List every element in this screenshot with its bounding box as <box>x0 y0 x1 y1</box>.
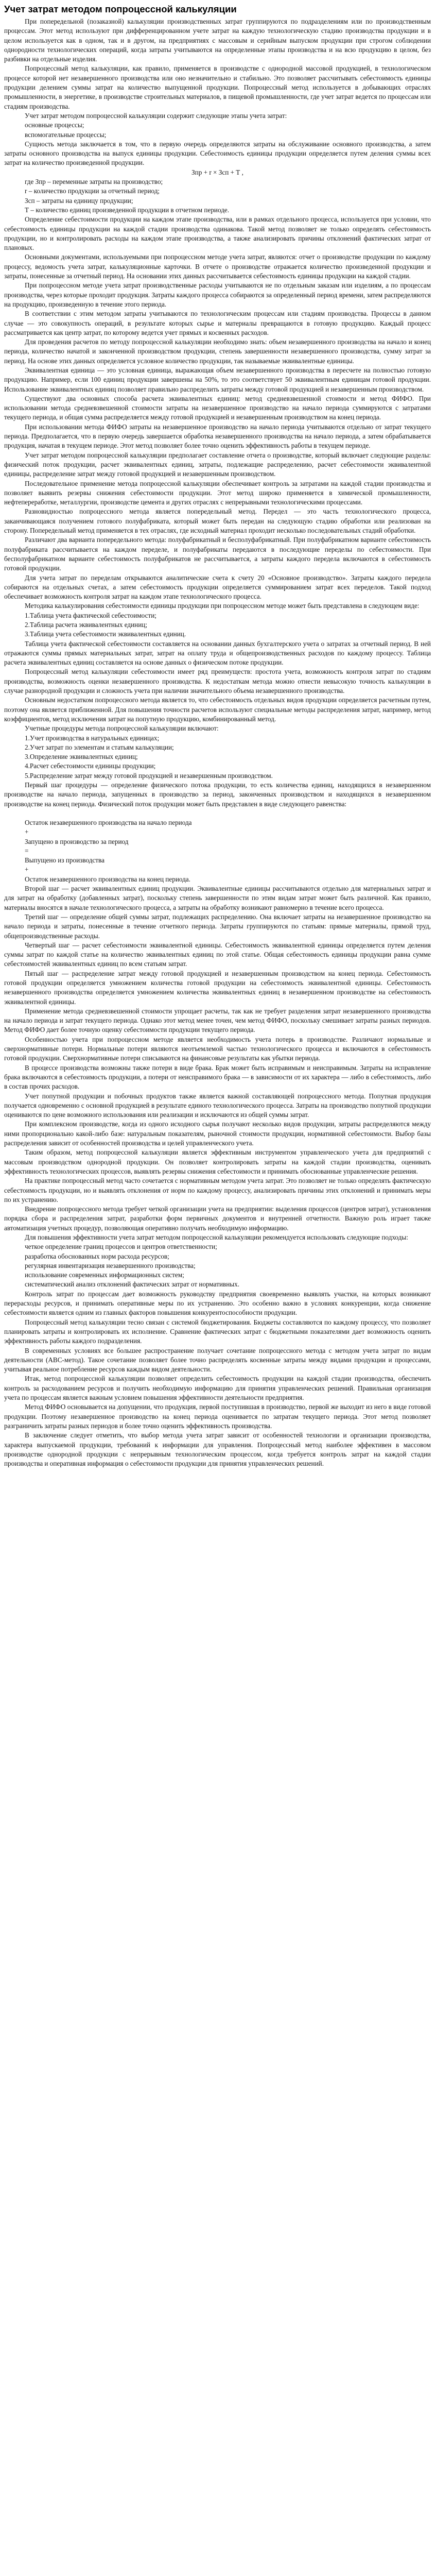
list-item: 3.Определение эквивалентных единиц; <box>25 753 138 761</box>
paragraph: Особенностью учета при попроцессном методе является необходимость учета потерь в производстве. Различают нормальные и сверхнормативные потери. Нормальные потери являются неотъемлемой частью технологического процесса и включаются в себестоимость готовой продукции. Сверхнормативные потери списываются на финансовые результаты как убытки периода. <box>4 1035 431 1062</box>
paragraph: Первый шаг процедуры — определение физического потока продукции, то есть количества единиц, находящихся в незавершенном производстве на начало периода, запущенных в производство за период, законченных производством и находящихся в незавершенном производстве на конец периода. Физический поток продукции может быть представлен в виде следующего равенства: <box>4 781 431 808</box>
paragraph: При попроцессном методе учета затрат производственные расходы учитываются не по отдельным заказам или изделиям, а по процессам производства, через которые проходит продукция. Затраты каждого процесса собираются за определенный период времени, затем распределяются на продукцию, произведенную в течение этого периода. <box>4 281 431 308</box>
paragraph: Третий шаг — определение общей суммы затрат, подлежащих распределению. Она включает затраты на незавершенное производство на начало периода и затраты, понесенные в течение отчетного периода. Затраты группируются по статьям: прямые материалы, прямой труд, общепроизводственные расходы. <box>4 912 431 940</box>
paragraph: Таблица учета фактической себестоимости составляется на основании данных бухгалтерского учета о затратах за отчетный период. В ней отражаются суммы прямых материальных затрат, затрат на оплату труда и общепроизводственных расходов по каждому процессу. Таблица расчета эквивалентных единиц составляется на основе данных о физическом потоке продукции. <box>4 639 431 667</box>
paragraph: Разновидностью попроцессного метода является попередельный метод. Передел — это часть технологического процесса, заканчивающаяся получением готового полуфабриката, который может быть передан на следующую стадию обработки или реализован на сторону. Попередельный метод применяется в тех отраслях, где исходный материал проходит несколько последовательных стадий обработки. <box>4 507 431 535</box>
paragraph: Таким образом, метод попроцессной калькуляции является эффективным инструментом управленческого учета для предприятий с массовым производством однородной продукции. Он позволяет контролировать затраты на каждой стадии производства, оценивать эффективность технологических процессов, выявлять резервы снижения себестоимости и принимать обоснованные управленческие решения. <box>4 1148 431 1175</box>
paragraph: Различают два варианта попередельного метода: полуфабрикатный и бесполуфабрикатный. При полуфабрикатном варианте себестоимость полуфабриката рассчитывается на каждом переделе, и полуфабрикаты передаются в последующие переделы по себестоимости. При бесполуфабрикатном варианте себестоимость полуфабрикатов не рассчитывается, а затраты каждого передела включаются в себестоимость готовой продукции. <box>4 536 431 572</box>
list-item: Выпущено из производства <box>25 856 104 865</box>
paragraph: На практике попроцессный метод часто сочетается с нормативным методом учета затрат. Это позволяет не только определять фактическую себестоимость продукции, но и выявлять отклонения от норм по каждому процессу, анализировать причины этих отклонений и принимать меры по их устранению. <box>4 1177 431 1204</box>
paragraph: Для проведения расчетов по методу попроцессной калькуляции необходимо знать: объем незавершенного производства на начало и конец периода, количество начатой и законченной производством продукции, степень завершенности незавершенного производства, сумму затрат за период. На основе этих данных определяется условное количество продукции, так называемые эквивалентные единицы. <box>4 338 431 365</box>
paragraph: При попередельной (позаказной) калькуляции производственных затрат группируются по подразделениям или по производственным процессам. Этот метод используют при дифференцированном учете затрат на каждую технологическую стадию производства продукции и в целом используется как в одном, так и в другом, на предприятиях с массовым и серийным выпуском продукции при строгом соблюдении однородности технологических операций, когда затраты учитываются на определенные этапы производства и на всю продукцию в целом, без разбивки на отдельные изделия. <box>4 18 431 63</box>
list-item: r – количество продукции за отчетный период; <box>25 187 160 195</box>
list-item: систематический анализ отклонений фактических затрат от нормативных. <box>25 1280 240 1289</box>
paragraph <box>4 809 431 818</box>
list-item: основные процессы; <box>25 121 84 129</box>
paragraph: Применение метода средневзвешенной стоимости упрощает расчеты, так как не требует разделения затрат незавершенного производства на начало периода и затрат текущего периода. Однако этот метод менее точен, чем метод ФИФО, поскольку смешивает затраты разных периодов. Метод ФИФО дает более точную оценку себестоимости продукции текущего периода. <box>4 1007 431 1034</box>
paragraph: Внедрение попроцессного метода требует четкой организации учета на предприятии: выделения процессов (центров затрат), установления порядка сбора и распределения затрат, разработки форм первичных документов и внутренней отчетности. Важную роль играет также автоматизация учетных процедур, позволяющая оперативно получать необходимую информацию. <box>4 1205 431 1232</box>
list-item: четкое определение границ процессов и центров ответственности; <box>25 1243 217 1251</box>
paragraph: Пятый шаг — распределение затрат между готовой продукцией и незавершенным производством на конец периода. Себестоимость готовой продукции определяется умножением количества готовой продукции на себестоимость эквивалентной единицы. Себестоимость незавершенного производства определяется умножением количества эквивалентных единиц в незавершенном производстве на себестоимость эквивалентной единицы. <box>4 969 431 1006</box>
list-item: разработка обоснованных норм расхода ресурсов; <box>25 1252 169 1260</box>
paragraph: Учет затрат методом попроцессной калькуляции содержит следующие этапы учета затрат: <box>25 111 287 120</box>
list-item: 4.Расчет себестоимости единицы продукции; <box>25 762 156 770</box>
paragraph: Учетные процедуры метода попроцессной калькуляции включают: <box>25 724 219 733</box>
paragraph: Для учета затрат по переделам открываются аналитические счета к счету 20 «Основное производство». Затраты каждого передела собираются на отдельных счетах, а затем себестоимость продукции определяется суммированием затрат всех переделов. Такой подход обеспечивает возможность контроля затрат на каждом этапе технологического процесса. <box>4 573 431 601</box>
paragraph: При использовании метода ФИФО затраты на незавершенное производство на начало периода учитываются отдельно от затрат текущего периода. Предполагается, что в первую очередь завершается обработка незавершенного производства на начало периода, а затем обрабатывается продукция, начатая в текущем периоде. Этот метод позволяет более точно оценить эффективность работы в текущем периоде. <box>4 422 431 450</box>
paragraph: Учет затрат методом попроцессной калькуляции предполагает составление отчета о производстве, который включает следующие разделы: физический поток продукции, расчет эквивалентных единиц, затраты, подлежащие распределению, расчет себестоимости эквивалентной единицы, распределение затрат между готовой продукцией и незавершенным производством. <box>4 451 431 478</box>
list-item: Зсп – затраты на единицу продукции; <box>25 196 133 205</box>
list-item: Остаток незавершенного производства на начало периода <box>25 818 192 826</box>
list-item: регулярная инвентаризация незавершенного производства; <box>25 1261 196 1269</box>
list-item: 1.Учет производства в натуральных единицах; <box>25 734 160 742</box>
list-item: = <box>25 846 29 855</box>
paragraph: Попроцессный метод калькуляции себестоимости имеет ряд преимуществ: простота учета, возможность контроля затрат по стадиям производства, возможность оценки незавершенного производства. К недостаткам метода можно отнести невысокую точность калькуляции в случае разнородной продукции и сложность учета при наличии значительного объема незавершенного производства. <box>4 668 431 695</box>
paragraph: Эквивалентная единица — это условная единица, выражающая объем незавершенного производства в пересчете на полностью готовую продукцию. Например, если 100 единиц продукции завершены на 50%, то это соответствует 50 эквивалентным единицам готовой продукции. Использование эквивалентных единиц позволяет правильно распределить затраты между готовой продукцией и незавершенным производством. <box>4 366 431 393</box>
paragraph: Сущность метода заключается в том, что в первую очередь определяются затраты на обслуживание основного производства, а затем затраты основного производства на выпуск единицы продукции. Себестоимость единицы продукции определяется путем деления суммы всех затрат на количество произведенной продукции. <box>4 140 431 167</box>
paragraph: Основными документами, используемыми при попроцессном методе учета затрат, являются: отчет о производстве продукции по каждому процессу, ведомость учета затрат, калькуляционные карточки. В отчете о производстве отражается количество произведенной продукции и затраты, понесенные за отчетный период. На основании этих данных рассчитывается себестоимость единицы продукции на каждой стадии. <box>4 253 431 280</box>
list-item: 3.Таблица учета себестоимости эквивалентных единиц. <box>25 630 186 638</box>
list-item: вспомогательные процессы; <box>25 130 107 139</box>
paragraph: В современных условиях все большее распространение получает сочетание попроцессного метода с методом учета затрат по видам деятельности (ABC-метод). Такое сочетание позволяет более точно распределять косвенные затраты между видами продукции и процессами, учитывая реальное потребление ресурсов каждым видом деятельности. <box>4 1346 431 1374</box>
list-item: Запущено в производство за период <box>25 837 129 845</box>
document-title: Учет затрат методом попроцессной калькуляции <box>4 4 237 14</box>
formula: Зпр + r × Зсп + Т , <box>191 168 243 176</box>
paragraph: Последовательное применение метода попроцессной калькуляции обеспечивает контроль за затратами на каждой стадии производства и позволяет выявить резервы снижения себестоимости продукции. Этот метод широко применяется в химической промышленности, нефтепереработке, металлургии, производстве цемента и других отраслях с непрерывными технологическими процессами. <box>4 479 431 506</box>
paragraph: В процессе производства возможны также потери в виде брака. Брак может быть исправимым и неисправимым. Затраты на исправление брака включаются в себестоимость продукции, а потери от неисправимого брака — в зависимости от их характера — либо в себестоимость, либо в состав прочих расходов. <box>4 1063 431 1091</box>
list-item: где Зпр – переменные затраты на производство; <box>25 178 163 186</box>
paragraph: Контроль затрат по процессам дает возможность руководству предприятия своевременно выявлять участки, на которых возникают перерасходы ресурсов, и принимать оперативные меры по их устранению. Это особенно важно в условиях конкуренции, когда снижение себестоимости является одним из главных факторов повышения конкурентоспособности продукции. <box>4 1290 431 1317</box>
paragraph: Методика калькулирования себестоимости единицы продукции при попроцессном методе может быть представлена в следующем виде: <box>25 602 420 610</box>
list-item: 2.Учет затрат по элементам и статьям калькуляции; <box>25 743 174 751</box>
list-item: + <box>25 828 29 836</box>
paragraph: Основным недостатком попроцессного метода является то, что себестоимость отдельных видов продукции определяется расчетным путем, поэтому она является приближенной. Для повышения точности расчетов используют специальные методы распределения затрат, например, метод коэффициентов, метод исключения затрат на попутную продукцию, комбинированный метод. <box>4 696 431 723</box>
paragraph: Попроцессный метод калькуляции, как правило, применяется в производстве с однородной массовой продукцией, в технологическом процессе которой нет незавершенного производства или оно незначительно и стабильно. Это позволяет рассчитывать себестоимость единицы продукции делением суммы затрат на количество выпущенной продукции. Попроцессный метод используется в добывающих отраслях промышленности, в энергетике, в производстве строительных материалов, в пищевой промышленности, где учет затрат ведется по процессам или стадиям производства. <box>4 64 431 110</box>
list-item: + <box>25 866 29 874</box>
paragraph: Существуют два основных способа расчета эквивалентных единиц: метод средневзвешенной стоимости и метод ФИФО. При использовании метода средневзвешенной стоимости затраты на незавершенное производство на начало периода суммируются с затратами текущего периода, и общая сумма распределяется между готовой продукцией и незавершенным производством на конец периода. <box>4 394 431 421</box>
paragraph: Для повышения эффективности учета затрат методом попроцессной калькуляции рекомендуется использовать следующие подходы: <box>25 1233 408 1241</box>
paragraph: При комплексном производстве, когда из одного исходного сырья получают несколько видов продукции, затраты распределяются между ними пропорционально какой-либо базе: натуральным показателям, рыночной стоимости продукции, нормативной себестоимости. Выбор базы распределения зависит от особенностей производства и целей управленческого учета. <box>4 1120 431 1147</box>
paragraph: Метод ФИФО основывается на допущении, что продукция, первой поступившая в производство, первой же выходит из него в виде готовой продукции. Поэтому незавершенное производство на конец периода оценивается по затратам текущего периода. Этот метод позволяет разграничить затраты разных периодов и более точно оценить эффективность производства. <box>4 1403 431 1430</box>
document-body <box>4 17 431 1468</box>
paragraph: Четвертый шаг — расчет себестоимости эквивалентной единицы. Себестоимость эквивалентной единицы определяется путем деления суммы затрат по каждой статье на количество эквивалентных единиц по этой статье. Общая себестоимость единицы продукции равна сумме себестоимостей эквивалентных единиц по всем статьям затрат. <box>4 941 431 968</box>
list-item: 1.Таблица учета фактической себестоимости; <box>25 611 156 619</box>
paragraph: Определение себестоимости продукции на каждом этапе производства, или в рамках отдельного процесса, используется при условии, что себестоимость единицы продукции на каждой стадии производства одинакова. Такой метод позволяет не только определять себестоимость продукции, но и контролировать расходы на каждом этапе производства, а также анализировать причины отклонений фактических затрат от плановых. <box>4 215 431 252</box>
list-item: 5.Распределение затрат между готовой продукцией и незавершенным производством. <box>25 771 273 779</box>
paragraph: В соответствии с этим методом затраты учитываются по технологическим процессам или стадиям производства. Процессы в данном случае — это совокупность операций, в результате которых сырье и материалы превращаются в готовую продукцию. Каждый процесс рассматривается как центр затрат, по которому ведется учет прямых и косвенных расходов. <box>4 310 431 336</box>
paragraph: Попроцессный метод калькуляции тесно связан с системой бюджетирования. Бюджеты составляются по каждому процессу, что позволяет планировать затраты и контролировать их исполнение. Сравнение фактических затрат с бюджетными показателями дает возможность оценить эффективность работы каждого подразделения. <box>4 1318 431 1345</box>
paragraph: В заключение следует отметить, что выбор метода учета затрат зависит от особенностей технологии и организации производства, характера выпускаемой продукции, требований к информации для управления. Попроцессный метод наиболее эффективен в массовом производстве однородной продукции с непрерывным технологическим процессом, когда требуется контроль затрат на каждой стадии производства и оперативная информация о себестоимости продукции для принятия управленческих решений. <box>4 1431 431 1468</box>
list-item: использование современных информационных систем; <box>25 1271 184 1279</box>
list-item: 2.Таблица расчета эквивалентных единиц; <box>25 621 148 629</box>
paragraph: Второй шаг — расчет эквивалентных единиц продукции. Эквивалентные единицы рассчитываются отдельно для материальных затрат и для затрат на обработку (добавленных затрат), поскольку степень завершенности по этим видам затрат может быть различной. Как правило, материалы вносятся в начале технологического процесса, а затраты на обработку возникают равномерно в течение всего процесса. <box>4 885 431 911</box>
paragraph: Учет попутной продукции и побочных продуктов также является важной составляющей попроцессного метода. Попутная продукция получается одновременно с основной продукцией в результате единого технологического процесса. Затраты на производство попутной продукции оцениваются по цене возможного использования или реализации и исключаются из общей суммы затрат. <box>4 1092 431 1119</box>
paragraph: Итак, метод попроцессной калькуляции позволяет определить себестоимость продукции на каждой стадии производства, обеспечить контроль за расходованием ресурсов и получить необходимую информацию для принятия управленческих решений. Правильная организация учета по процессам является важным условием повышения эффективности деятельности предприятия. <box>4 1375 431 1402</box>
list-item: Остаток незавершенного производства на конец периода. <box>25 875 190 883</box>
list-item: Т – количество единиц произведенной продукции в отчетном периоде. <box>25 206 230 214</box>
